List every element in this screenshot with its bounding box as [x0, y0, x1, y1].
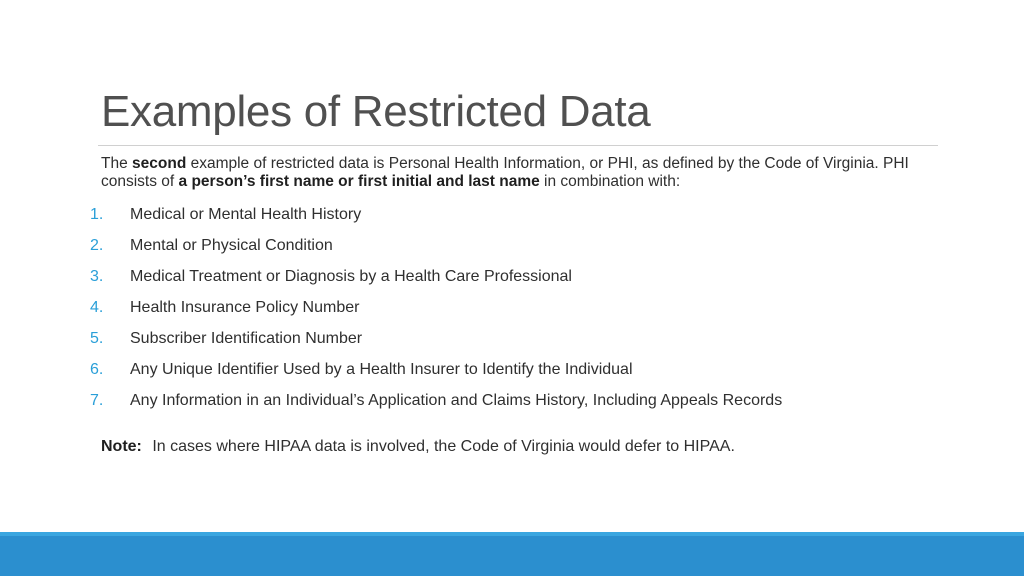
note-paragraph: [101, 438, 735, 456]
intro-text-3: in combination with:: [539, 173, 681, 190]
slide-title: Examples of Restricted Data: [101, 87, 651, 136]
intro-text-1: The: [101, 155, 133, 172]
list-item: [70, 230, 782, 261]
list-item: [70, 323, 782, 354]
intro-bold-second: second: [132, 155, 187, 172]
note-text: In cases where HIPAA data is involved, the Code of Virginia would defer to HIPAA.: [152, 438, 735, 455]
list-item: [70, 354, 782, 385]
footer-highlight: [0, 532, 1024, 536]
intro-bold-name: a person’s first name or first initial and last name: [178, 173, 540, 190]
list-item-text: Health Insurance Policy Number: [130, 298, 360, 316]
title-divider: [98, 145, 938, 146]
list-item-text: Any Unique Identifier Used by a Health Insurer to Identify the Individual: [130, 360, 633, 378]
list-item-number: 2.: [90, 236, 104, 254]
list-item-text: Medical or Mental Health History: [130, 205, 362, 223]
list-item-number: 7.: [90, 391, 104, 409]
intro-paragraph: [101, 155, 931, 191]
intro-text-2: example of restricted data is Personal Health Information, or PHI, as defined by the Code of Virginia. PHI consists of: [101, 155, 909, 190]
list-item-number: 3.: [90, 267, 104, 285]
list-item: [70, 199, 782, 230]
list-item: [70, 385, 782, 416]
list-item-number: 4.: [90, 298, 104, 316]
list-item-text: Mental or Physical Condition: [130, 236, 333, 254]
list-item: [70, 261, 782, 292]
footer-band: [0, 532, 1024, 576]
list-item-number: 1.: [90, 205, 104, 223]
list-item: [70, 292, 782, 323]
note-label: Note:: [101, 438, 142, 455]
phi-list: [70, 199, 782, 416]
list-item-number: 5.: [90, 329, 104, 347]
list-item-text: Subscriber Identification Number: [130, 329, 363, 347]
list-item-text: Medical Treatment or Diagnosis by a Health Care Professional: [130, 267, 572, 285]
list-item-number: 6.: [90, 360, 104, 378]
list-item-text: Any Information in an Individual’s Application and Claims History, Including Appeals Records: [130, 391, 783, 409]
